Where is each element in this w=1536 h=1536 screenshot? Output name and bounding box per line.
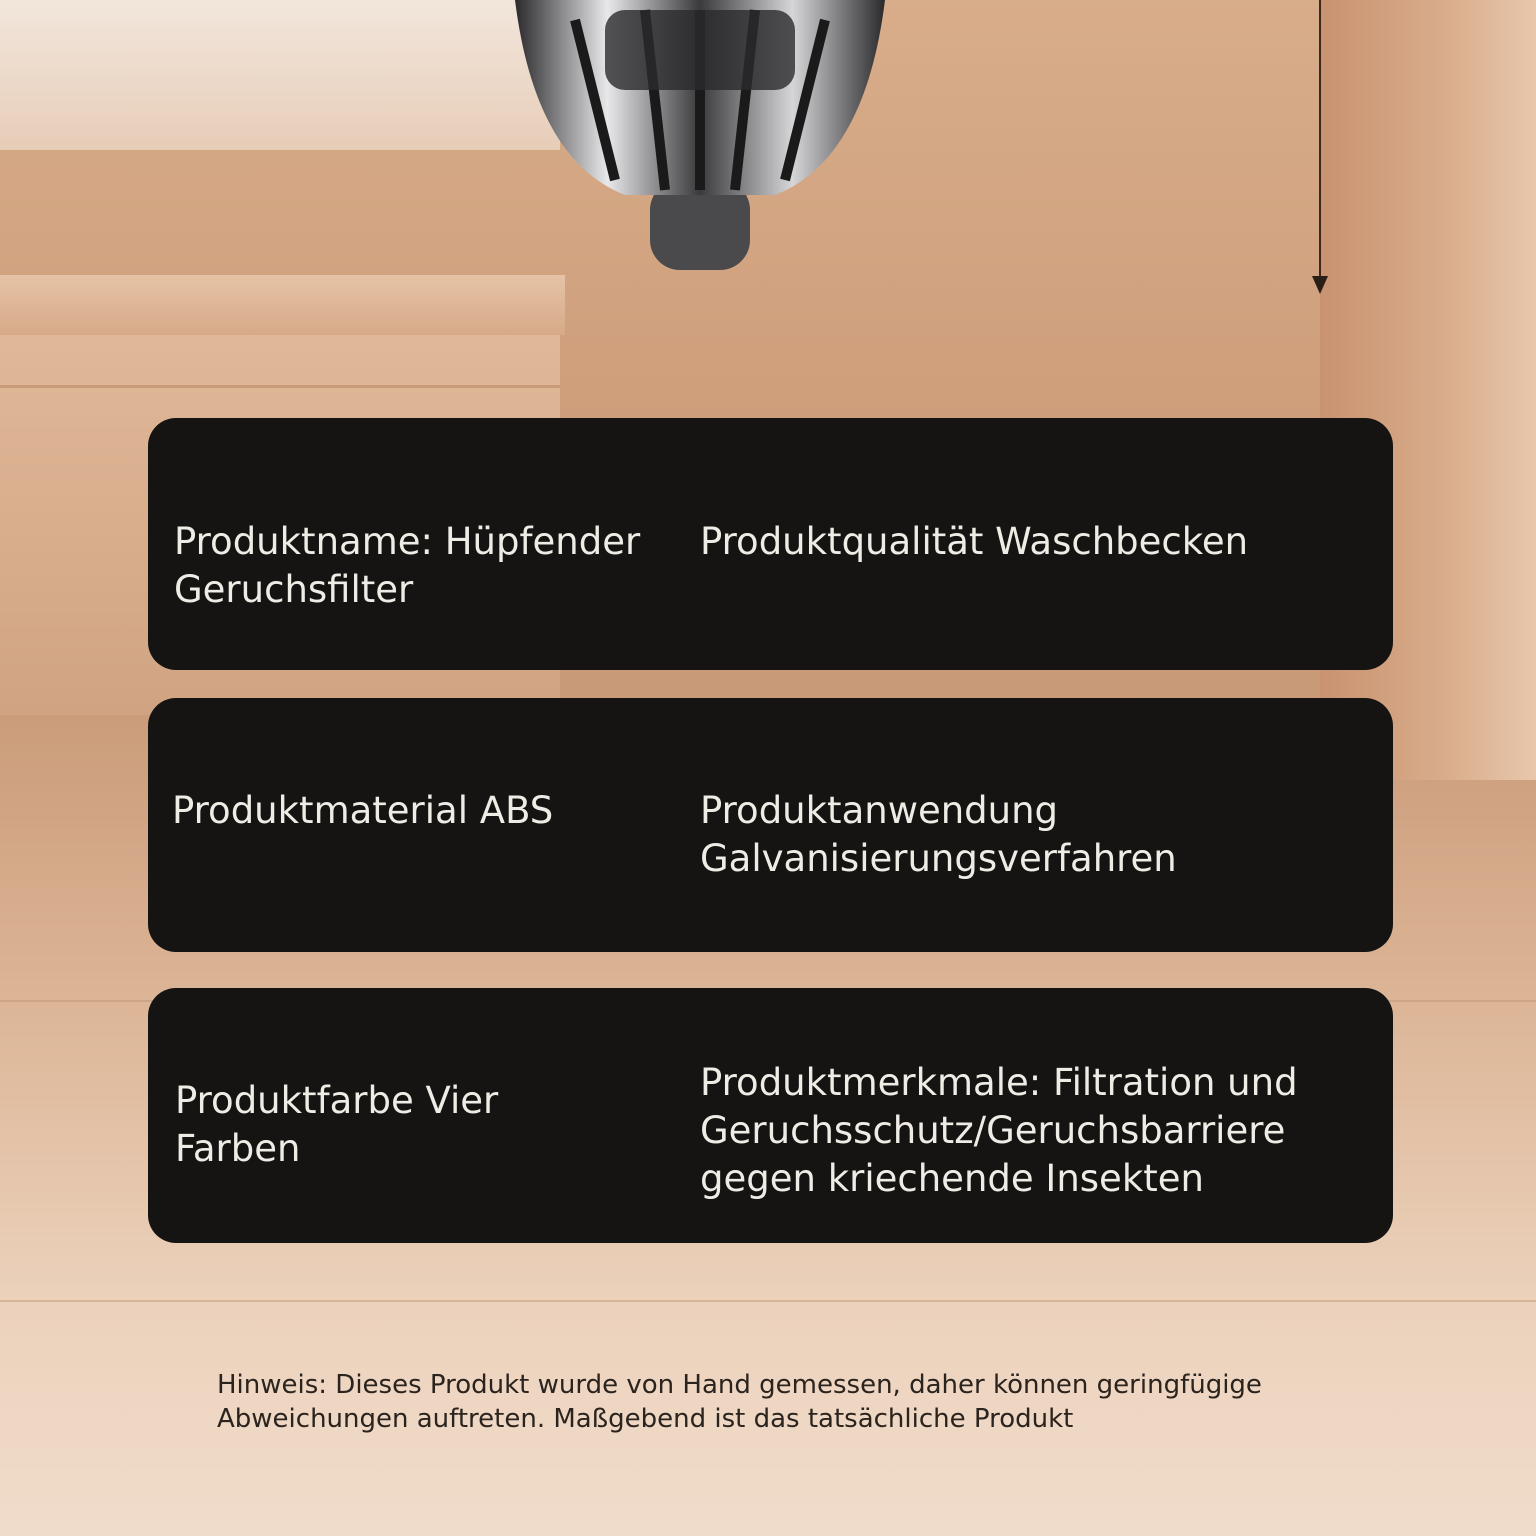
spec-product-features: Produktmerkmale: Filtration und Geruchsschutz/Geruchsbarriere gegen kriechende Insekten — [700, 1061, 1298, 1200]
drain-filter-product-image — [515, 0, 885, 275]
spec-panel-1 — [148, 418, 1393, 670]
dimension-arrow-line — [1319, 0, 1321, 280]
spec-product-quality: Produktqualität Waschbecken — [700, 520, 1249, 563]
spec-panel-3 — [148, 988, 1393, 1243]
background-cabinet-line — [0, 385, 560, 388]
spec-panel-2 — [148, 698, 1393, 952]
spec-product-material: Produktmaterial ABS — [172, 789, 554, 832]
background-cabinet-top — [0, 275, 565, 335]
spec-product-application: Produktanwendung Galvanisierungsverfahren — [700, 789, 1177, 880]
floor-tile-line — [0, 1300, 1536, 1302]
arrow-down-icon — [1312, 276, 1328, 294]
background-wall — [0, 0, 560, 150]
measurement-note: Hinweis: Dieses Produkt wurde von Hand gemessen, daher können geringfügige Abweichungen auftreten. Maßgebend ist das tatsächliche Produkt — [217, 1370, 1262, 1434]
spec-product-color: Produktfarbe Vier Farben — [175, 1079, 499, 1170]
spec-product-name: Produktname: Hüpfender Geruchsfilter — [174, 520, 641, 611]
